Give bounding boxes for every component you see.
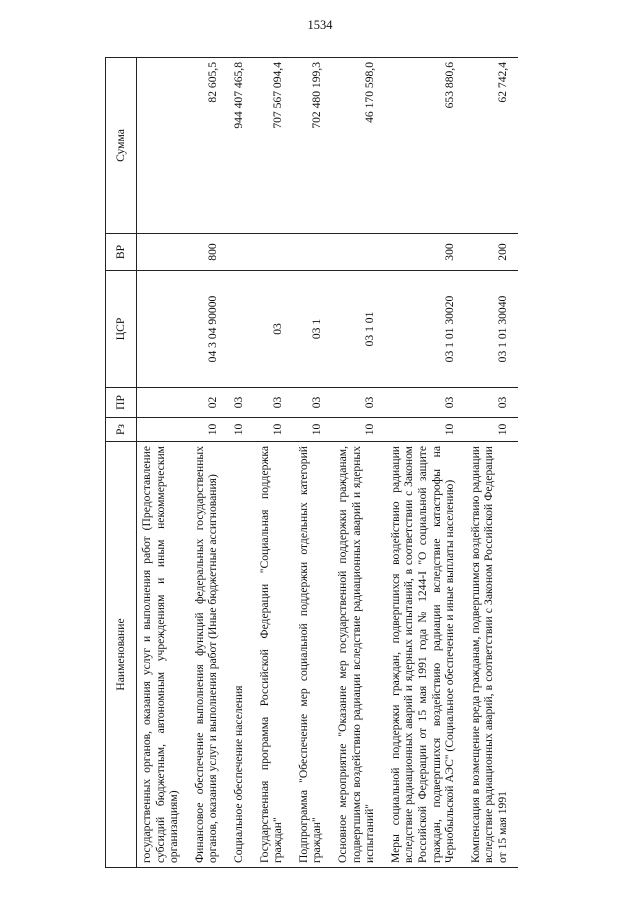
row-sum: 62 742,4 (466, 58, 519, 234)
row-rz: 10 (466, 418, 519, 442)
budget-table (105, 57, 518, 868)
row-vr (333, 234, 386, 271)
row-sum: 46 170 598,0 (333, 58, 386, 234)
row-pr: 02 (190, 388, 229, 418)
row-vr (294, 234, 333, 271)
row-rz: 10 (229, 418, 255, 442)
row-name: Финансовое обеспечение выполнения функций федеральных государственных органов, оказания услуг и выполнения работ (Иные бюджетные ассигнования) (190, 442, 229, 868)
row-rz: 10 (333, 418, 386, 442)
row-name: Государственная программа Российской Федерации "Социальная поддержка граждан" (255, 442, 294, 868)
row-name: Основное мероприятие "Оказание мер государственной поддержки гражданам, подвергшимся воздействию радиации вследствие радиационных аварий и ядерных испытаний" (333, 442, 386, 868)
row-csr: 03 (255, 271, 294, 388)
header-csr: ЦСР (106, 271, 137, 388)
row-rz: 10 (190, 418, 229, 442)
row-pr: 03 (229, 388, 255, 418)
row-vr (255, 234, 294, 271)
row-rz: 10 (386, 418, 466, 442)
row-sum: 702 480 199,3 (294, 58, 333, 234)
row-csr (137, 271, 190, 388)
header-pr: ПР (106, 388, 137, 418)
row-pr: 03 (294, 388, 333, 418)
table-row (386, 58, 466, 868)
row-name: Социальное обеспечение населения (229, 442, 255, 868)
table-row (137, 58, 190, 868)
page-number: 1534 (307, 18, 333, 32)
row-sum: 944 407 465,8 (229, 58, 255, 234)
row-csr: 04 3 04 90000 (190, 271, 229, 388)
row-pr: 03 (466, 388, 519, 418)
row-csr: 03 1 01 (333, 271, 386, 388)
table-row (466, 58, 519, 868)
table-row (294, 58, 333, 868)
row-sum: 82 605,5 (190, 58, 229, 234)
table-row (190, 58, 229, 868)
table-row (333, 58, 386, 868)
row-vr: 200 (466, 234, 519, 271)
row-rz: 10 (294, 418, 333, 442)
header-name: Наименование (106, 442, 137, 868)
row-rz: 10 (255, 418, 294, 442)
row-name: Компенсация в возмещение вреда гражданам, подвергшимся воздействию радиации вследствие радиационных аварий, в соответствии с Законом Российской Федерации от 15 мая 1991 (466, 442, 519, 868)
row-pr: 03 (333, 388, 386, 418)
row-name: Подпрограмма "Обеспечение мер социальной поддержки отдельных категорий граждан" (294, 442, 333, 868)
row-pr: 03 (386, 388, 466, 418)
row-vr: 300 (386, 234, 466, 271)
row-sum: 653 880,6 (386, 58, 466, 234)
header-rz: Рз (106, 418, 137, 442)
header-vr: ВР (106, 234, 137, 271)
row-pr: 03 (255, 388, 294, 418)
row-csr: 03 1 01 30040 (466, 271, 519, 388)
row-vr (229, 234, 255, 271)
row-vr (137, 234, 190, 271)
row-pr (137, 388, 190, 418)
row-csr: 03 1 01 30020 (386, 271, 466, 388)
header-sum: Сумма (106, 58, 137, 234)
row-name: государственных органов, оказания услуг и выполнения работ (Предоставление субсидий бюджетным, автономным учреждениям и иным некоммерческим организациям) (137, 442, 190, 868)
row-sum: 707 567 094,4 (255, 58, 294, 234)
row-name: Меры социальной поддержки граждан, подвергшихся воздействию радиации вследствие радиационных аварий и ядерных испытаний, в соответствии с Законом Российской Федерации от 15 мая 1991 года № 1244-I "О социальной защите граждан, подвергшихся воздействию радиации вследствие катастрофы на Чернобыльской АЭС" (Социальное обеспечение и иные выплаты населению) (386, 442, 466, 868)
table-header-row (106, 58, 137, 868)
row-sum (137, 58, 190, 234)
row-vr: 800 (190, 234, 229, 271)
row-csr: 03 1 (294, 271, 333, 388)
row-csr (229, 271, 255, 388)
table-row (255, 58, 294, 868)
row-rz (137, 418, 190, 442)
table-row (229, 58, 255, 868)
rotated-budget-table (105, 58, 590, 868)
